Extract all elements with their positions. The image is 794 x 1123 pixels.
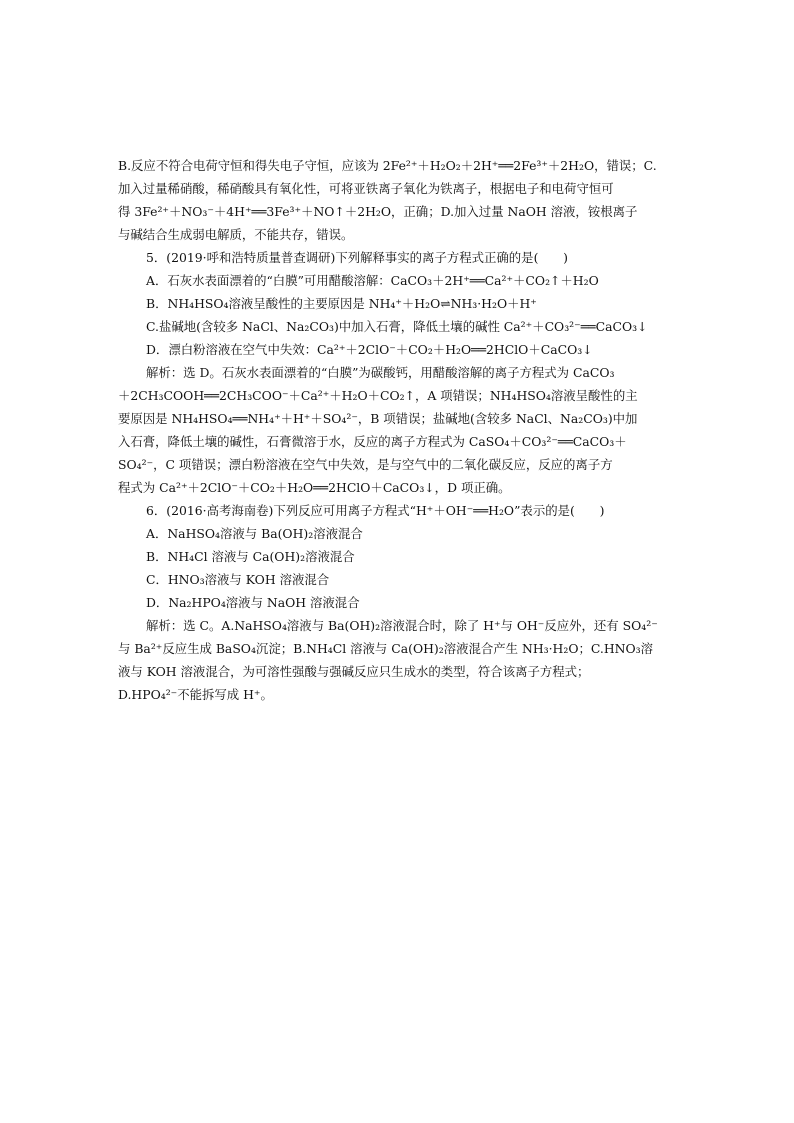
option-d: D．Na₂HPO₄溶液与 NaOH 溶液混合 [146, 595, 360, 610]
analysis-line: SO₄²⁻，C 项错误；漂白粉溶液在空气中失效，是与空气中的二氧化碳反应，反应的离子方 [118, 457, 613, 472]
analysis-line: 解析：选 C。A.NaHSO₄溶液与 Ba(OH)₂溶液混合时，除了 H⁺与 OH⁻反应外，还有 SO₄²⁻ [146, 618, 658, 633]
analysis-line: 解析：选 D。石灰水表面漂着的“白膜”为碳酸钙，用醋酸溶解的离子方程式为 CaCO₃ [146, 365, 615, 380]
text-line: 加入过量稀硝酸，稀硝酸具有氧化性，可将亚铁离子氧化为铁离子，根据电子和电荷守恒可 [118, 181, 614, 196]
analysis-line: 程式为 Ca²⁺＋2ClO⁻＋CO₂＋H₂O══2HClO＋CaCO₃↓，D 项正确。 [118, 480, 511, 495]
option-c: C．HNO₃溶液与 KOH 溶液混合 [146, 572, 330, 587]
analysis-line: D.HPO₄²⁻不能拆写成 H⁺。 [118, 687, 273, 702]
text-line: 与碱结合生成弱电解质，不能共存，错误。 [118, 227, 354, 242]
option-b: B．NH₄Cl 溶液与 Ca(OH)₂溶液混合 [146, 549, 355, 564]
analysis-line: 液与 KOH 溶液混合，为可溶性强酸与强碱反应只生成水的类型，符合该离子方程式； [118, 664, 590, 679]
question-5-stem: 5．(2019·呼和浩特质量普查调研)下列解释事实的离子方程式正确的是( ) [146, 250, 569, 265]
text-line: 得 3Fe²⁺＋NO₃⁻＋4H⁺══3Fe³⁺＋NO↑＋2H₂O，正确；D.加入过量 NaOH 溶液，铵根离子 [118, 204, 638, 219]
option-c: C.盐碱地(含较多 NaCl、Na₂CO₃)中加入石膏，降低土壤的碱性 Ca²⁺＋CO₃²⁻══CaCO₃↓ [146, 319, 648, 334]
analysis-line: 入石膏，降低土壤的碱性，石膏微溶于水，反应的离子方程式为 CaSO₄＋CO₃²⁻══CaCO₃＋ [118, 434, 627, 449]
option-b: B．NH₄HSO₄溶液呈酸性的主要原因是 NH₄⁺＋H₂O⇌NH₃·H₂O＋H⁺ [146, 296, 537, 311]
question-6-stem: 6．(2016·高考海南卷)下列反应可用离子方程式“H⁺＋OH⁻══H₂O”表示的是( ) [146, 503, 605, 518]
text-line: B.反应不符合电荷守恒和得失电子守恒，应该为 2Fe²⁺＋H₂O₂＋2H⁺══2Fe³⁺＋2H₂O，错误；C. [118, 158, 657, 173]
analysis-line: ＋2CH₃COOH══2CH₃COO⁻＋Ca²⁺＋H₂O＋CO₂↑，A 项错误；NH₄HSO₄溶液呈酸性的主 [118, 388, 638, 403]
analysis-line: 与 Ba²⁺反应生成 BaSO₄沉淀；B.NH₄Cl 溶液与 Ca(OH)₂溶液混合产生 NH₃·H₂O；C.HNO₃溶 [118, 641, 654, 656]
analysis-line: 要原因是 NH₄HSO₄══NH₄⁺＋H⁺＋SO₄²⁻，B 项错误；盐碱地(含较多 NaCl、Na₂CO₃)中加 [118, 411, 638, 426]
option-d: D．漂白粉溶液在空气中失效：Ca²⁺＋2ClO⁻＋CO₂＋H₂O══2HClO＋CaCO₃↓ [146, 342, 593, 357]
option-a: A．NaHSO₄溶液与 Ba(OH)₂溶液混合 [146, 526, 363, 541]
option-a: A．石灰水表面漂着的“白膜”可用醋酸溶解：CaCO₃＋2H⁺══Ca²⁺＋CO₂↑＋H₂O [146, 273, 599, 288]
